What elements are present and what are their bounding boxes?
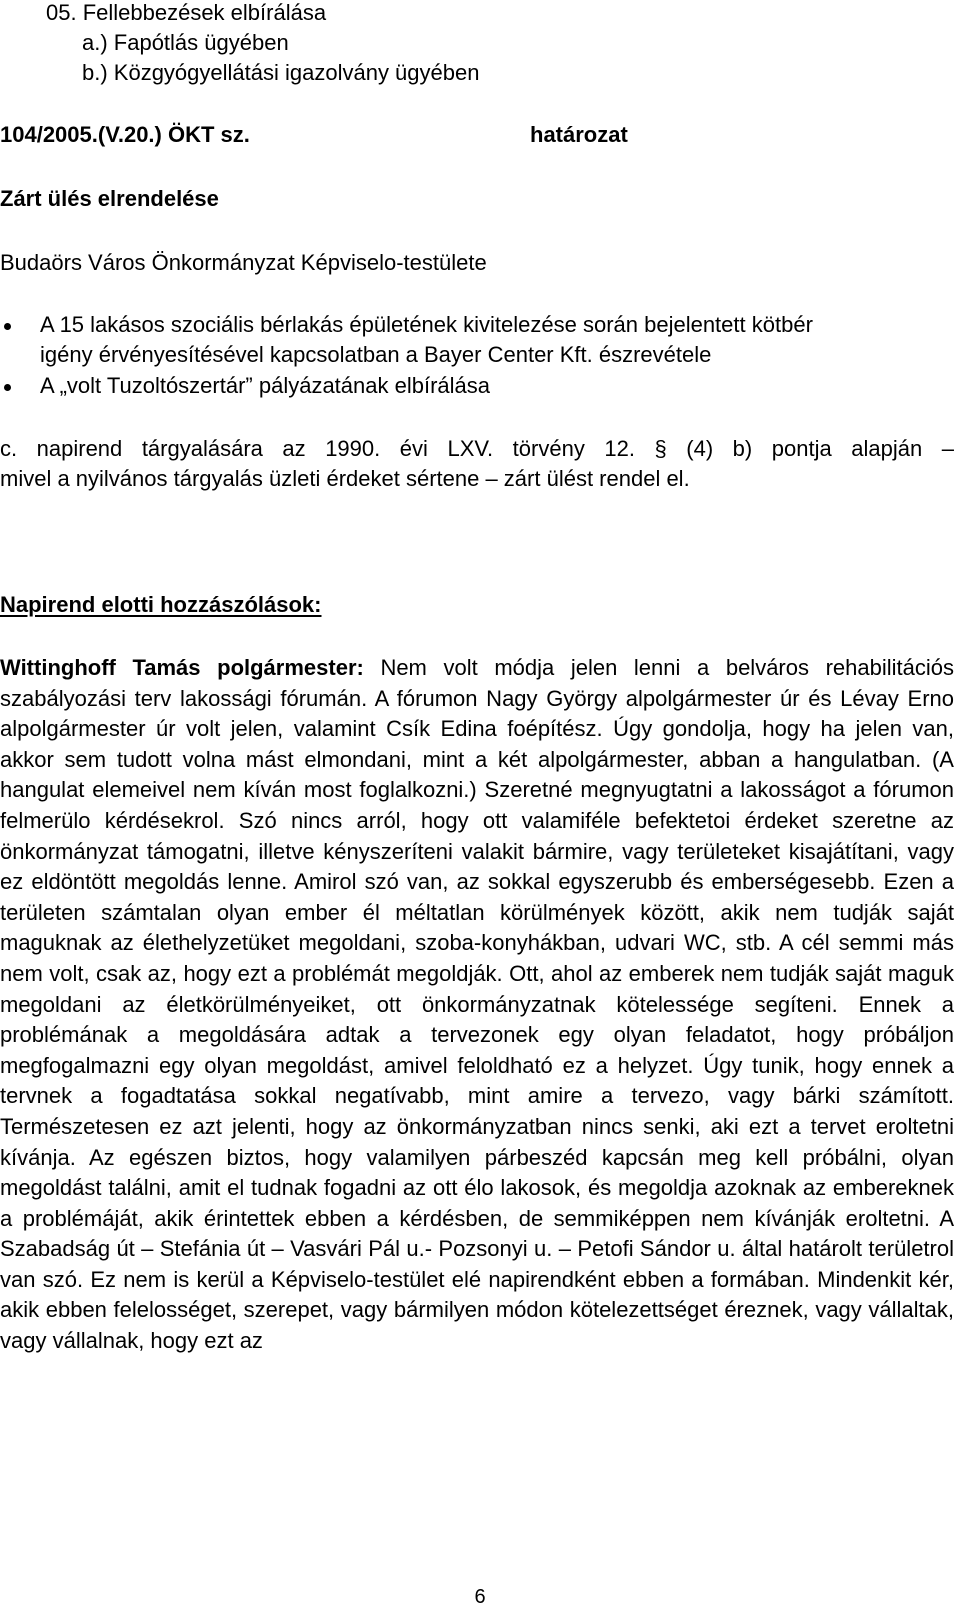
page-number: 6 [474,1586,486,1608]
section-item-b: b.) Közgyógyellátási igazolvány ügyében [82,60,480,85]
decision-line-1: c. napirend tárgyalására az 1990. évi LXV. törvény 12. § (4) b) pontja alapján – [0,436,954,461]
decision-line-2: mivel a nyilvános tárgyalás üzleti érdeket sértene – zárt ülést rendel el. [0,466,690,491]
bullet-text: A 15 lakásos szociális bérlakás épületének kivitelezése során bejelentett kötbér [40,312,813,337]
section-item-a: a.) Fapótlás ügyében [82,30,289,55]
bullet-continuation: igény érvényesítésével kapcsolatban a Bayer Center Kft. észrevétele [40,342,712,367]
section-title: 05. Fellebbezések elbírálása [46,0,327,25]
resolution-number: 104/2005.(V.20.) ÖKT sz. [0,122,250,147]
resolution-type: határozat [530,122,628,147]
pre-agenda-paragraph [0,653,954,1357]
speech-text: Nem volt módja jelen lenni a belváros rehabilitációs szabályozási terv lakossági fórumán. A fórumon Nagy György alpolgármester úr és Lévay Erno alpolgármester úr volt jelen, valamint Csík Edina foépítész. Úgy gondolja, hogy ha jelen van, akkor sem tudott volna mást elmondani, mint a két alpolgármester, abban a hangulatban. (A hangulat elemeivel nem kíván most foglalkozni.) Szeretné megnyugtatni a lakosságot a fórumon felmerülo kérdésekrol. Szó nincs arról, hogy ott valamiféle befektetoi érdeket szeretne az önkormányzat támogatni, illetve kényszeríteni valakit bármire, vagy területeket kisajátítani, vagy ez eldöntött megoldás lenne. Amirol szó van, az sokkal egyszerubb és emberségesebb. Ezen a területen számtalan olyan ember él méltatlan körülmények között, akik nem tudják saját maguknak az élethelyzetüket megoldani, szoba-konyhákban, udvari WC, stb. A cél semmi más nem volt, csak az, hogy ezt a problémát megoldják. Ott, ahol az emberek nem tudják saját maguk megoldani az életkörülményeiket, ott önkormányzatnak kötelessége segíteni. Ennek a problémának a megoldására adtak a tervezonek egy olyan feladatot, hogy próbáljon megfogalmazni egy olyan megoldást, amivel feloldható ez a helyzet. Úgy tunik, hogy ennek a tervnek a fogadtatása sokkal negatívabb, mint amire a tervezo, vagy bárki számított. Természetesen ez azt jelenti, hogy az önkormányzatban nincs senki, aki ezt a tervet eroltetni kívánja. Az egészen biztos, hogy valamilyen párbeszéd kapcsán meg kell próbálni, olyan megoldást találni, amit el tudnak fogadni az ott élo lakosok, és megoldja azoknak az embereknek a problémáját, akik érintettek ebben a kérdésben, de semmiképpen nem kívánják eroltetni. A Szabadság út – Stefánia út – Vasvári Pál u.- Pozsonyi u. – Petofi Sándor u. által határolt területrol van szó. Ez nem is kerül a Képviselo-testület elé napirendként ebben a formában. Mindenkit kér, akik ebben felelosséget, szerepet, vagy bármilyen módon kötelezettséget éreznek, vagy vállaltak, vagy vállalnak, hogy ezt az [0,655,954,1354]
bullet-icon [4,323,11,330]
resolution-title: Zárt ülés elrendelése [0,186,219,211]
speaker-name: Wittinghoff Tamás polgármester: [0,655,381,680]
pre-agenda-heading: Napirend elotti hozzászólások: [0,592,322,617]
bullet-text: A „volt Tuzoltószertár” pályázatának elbírálása [40,373,491,398]
resolution-body: Budaörs Város Önkormányzat Képviselo-testülete [0,250,487,275]
bullet-icon [4,384,11,391]
